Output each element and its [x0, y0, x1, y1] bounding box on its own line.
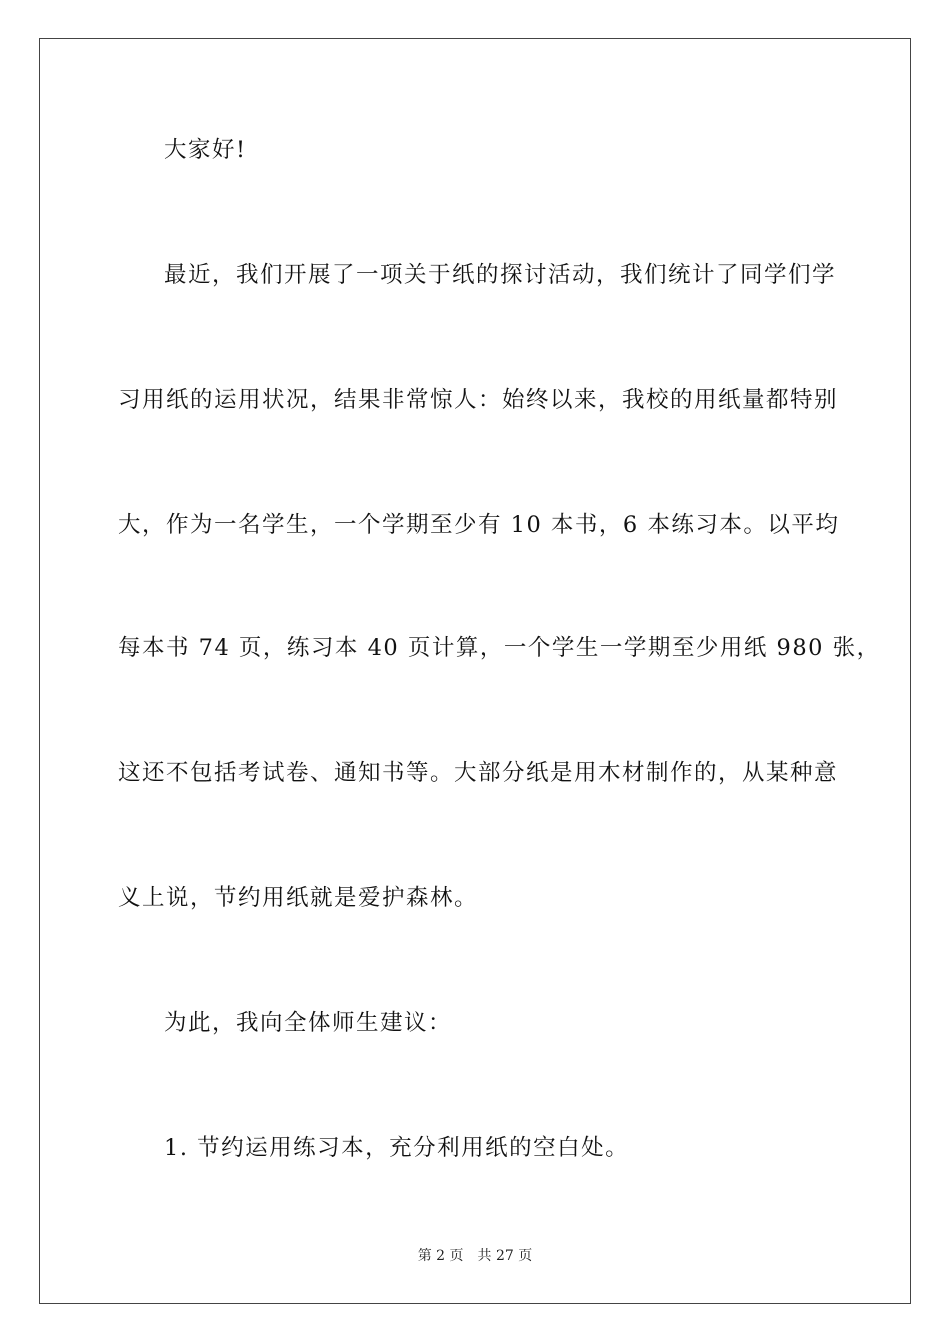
page-total: 共 27 页: [477, 1248, 533, 1264]
paragraph-line: 习用纸的运用状况，结果非常惊人：始终以来，我校的用纸量都特别: [118, 387, 839, 413]
page-frame: [39, 38, 911, 1304]
paragraph-line: 最近，我们开展了一项关于纸的探讨活动，我们统计了同学们学: [164, 262, 837, 288]
paragraph-line: 大，作为一名学生，一个学期至少有 10 本书，6 本练习本。以平均: [118, 512, 840, 538]
paragraph-line: 义上说，节约用纸就是爱护森林。: [118, 885, 479, 911]
paragraph-line: 为此，我向全体师生建议：: [164, 1010, 453, 1036]
page-number: 第 2 页: [417, 1248, 464, 1264]
paragraph-line: 这还不包括考试卷、通知书等。大部分纸是用木材制作的，从某种意: [118, 760, 839, 786]
list-item: 1. 节约运用练习本，充分利用纸的空白处。: [164, 1135, 630, 1161]
greeting-line: 大家好!: [164, 137, 247, 163]
paragraph-line: 每本书 74 页，练习本 40 页计算，一个学生一学期至少用纸 980 张，: [118, 635, 881, 661]
page-footer: [0, 1246, 950, 1266]
